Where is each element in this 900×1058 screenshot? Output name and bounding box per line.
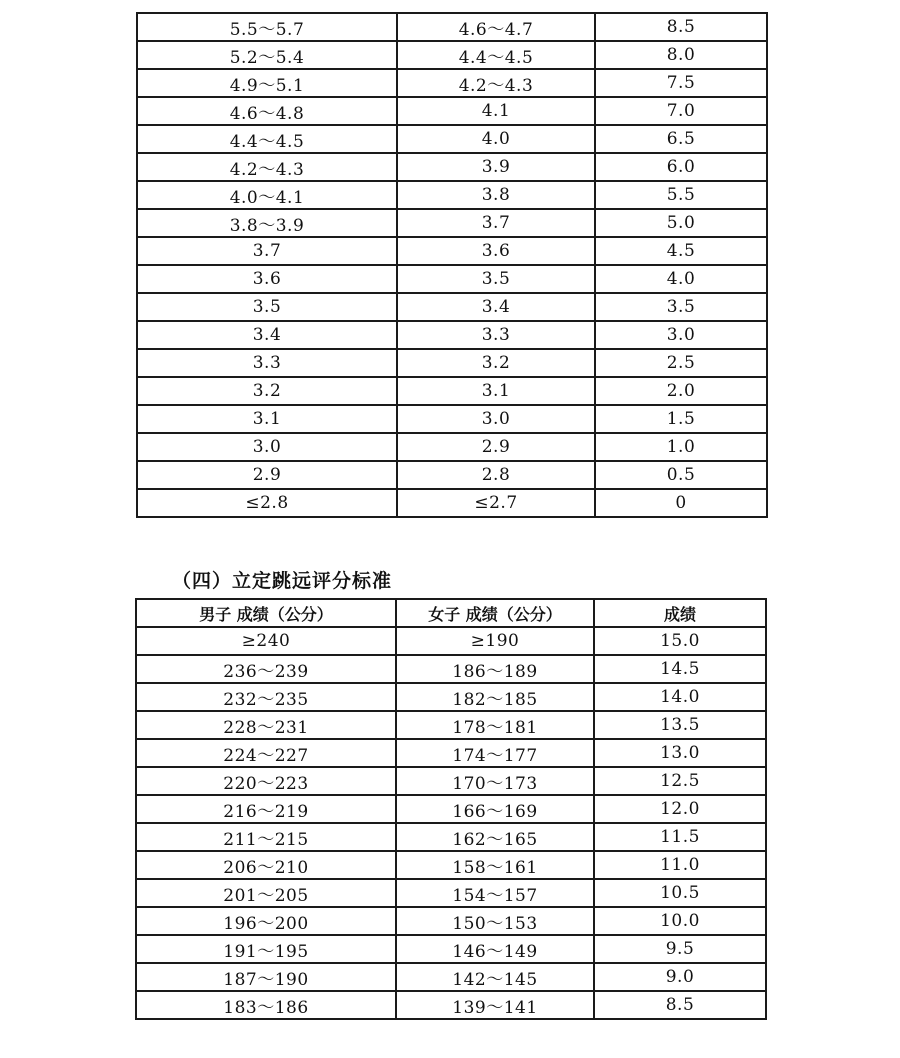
points-cell: 10.0 (594, 907, 766, 935)
table-row (137, 41, 767, 69)
table-row (136, 935, 766, 963)
female-score-cell: 174～177 (396, 739, 594, 767)
points-cell: 14.0 (594, 683, 766, 711)
female-score-cell: 3.9 (397, 153, 595, 181)
female-score-cell: 158～161 (396, 851, 594, 879)
male-score-cell: 187～190 (136, 963, 396, 991)
male-score-cell: 3.8～3.9 (137, 209, 397, 237)
table-row (137, 321, 767, 349)
male-score-cell: 4.2～4.3 (137, 153, 397, 181)
male-score-cell: 3.6 (137, 265, 397, 293)
female-score-cell: 154～157 (396, 879, 594, 907)
table-row (137, 69, 767, 97)
male-score-cell: 3.0 (137, 433, 397, 461)
female-score-cell: 142～145 (396, 963, 594, 991)
points-cell: 9.5 (594, 935, 766, 963)
female-score-cell: 4.1 (397, 97, 595, 125)
male-score-cell: 3.4 (137, 321, 397, 349)
points-cell: 3.0 (595, 321, 767, 349)
female-score-cell: ≤2.7 (397, 489, 595, 517)
female-score-cell: 139～141 (396, 991, 594, 1019)
points-cell: 0.5 (595, 461, 767, 489)
female-score-cell: 150～153 (396, 907, 594, 935)
scoring-table-continued (136, 12, 768, 518)
female-score-cell: 3.2 (397, 349, 595, 377)
male-score-cell: 3.2 (137, 377, 397, 405)
table-row (137, 13, 767, 41)
female-score-cell: 4.2～4.3 (397, 69, 595, 97)
female-score-cell: 146～149 (396, 935, 594, 963)
standing-long-jump-table (135, 598, 767, 1020)
male-score-cell: 4.9～5.1 (137, 69, 397, 97)
points-cell: 7.0 (595, 97, 767, 125)
table-row (136, 767, 766, 795)
male-score-cell: 224～227 (136, 739, 396, 767)
female-score-cell: 3.6 (397, 237, 595, 265)
female-score-cell: 2.8 (397, 461, 595, 489)
points-cell: 9.0 (594, 963, 766, 991)
points-cell: 2.5 (595, 349, 767, 377)
male-score-cell: 191～195 (136, 935, 396, 963)
header-points: 成绩 (594, 599, 766, 627)
points-cell: 4.5 (595, 237, 767, 265)
female-score-cell: 162～165 (396, 823, 594, 851)
male-score-cell: 4.6～4.8 (137, 97, 397, 125)
points-cell: 13.0 (594, 739, 766, 767)
table-row (137, 265, 767, 293)
table-row (137, 97, 767, 125)
section-heading: （四）立定跳远评分标准 (172, 570, 393, 592)
table-row (137, 237, 767, 265)
male-score-cell: 236～239 (136, 655, 396, 683)
points-cell: 5.5 (595, 181, 767, 209)
points-cell: 12.5 (594, 767, 766, 795)
male-score-cell: 5.5～5.7 (137, 13, 397, 41)
table-row (137, 489, 767, 517)
female-score-cell: ≥190 (396, 627, 594, 655)
male-score-cell: 206～210 (136, 851, 396, 879)
header-male-score: 男子 成绩（公分） (136, 599, 396, 627)
points-cell: 1.0 (595, 433, 767, 461)
female-score-cell: 186～189 (396, 655, 594, 683)
female-score-cell: 182～185 (396, 683, 594, 711)
female-score-cell: 3.1 (397, 377, 595, 405)
male-score-cell: 232～235 (136, 683, 396, 711)
female-score-cell: 3.7 (397, 209, 595, 237)
male-score-cell: 211～215 (136, 823, 396, 851)
table-row (137, 209, 767, 237)
male-score-cell: 3.7 (137, 237, 397, 265)
male-score-cell: 3.5 (137, 293, 397, 321)
table-row (137, 433, 767, 461)
male-score-cell: 183～186 (136, 991, 396, 1019)
male-score-cell: 196～200 (136, 907, 396, 935)
female-score-cell: 3.8 (397, 181, 595, 209)
male-score-cell: 228～231 (136, 711, 396, 739)
male-score-cell: 220～223 (136, 767, 396, 795)
header-female-score: 女子 成绩（公分） (396, 599, 594, 627)
header-row (136, 599, 766, 627)
table-row (136, 655, 766, 683)
female-score-cell: 178～181 (396, 711, 594, 739)
points-cell: 6.5 (595, 125, 767, 153)
points-cell: 4.0 (595, 265, 767, 293)
points-cell: 5.0 (595, 209, 767, 237)
male-score-cell: 216～219 (136, 795, 396, 823)
scoring-table-body (137, 13, 767, 517)
table-row (136, 879, 766, 907)
table-row (136, 795, 766, 823)
female-score-cell: 2.9 (397, 433, 595, 461)
points-cell: 0 (595, 489, 767, 517)
points-cell: 10.5 (594, 879, 766, 907)
table-row (137, 349, 767, 377)
female-score-cell: 3.3 (397, 321, 595, 349)
female-score-cell: 4.4～4.5 (397, 41, 595, 69)
table-row (137, 125, 767, 153)
points-cell: 8.5 (595, 13, 767, 41)
points-cell: 8.0 (595, 41, 767, 69)
male-score-cell: 201～205 (136, 879, 396, 907)
table-row (137, 377, 767, 405)
table-row (136, 627, 766, 655)
table-row (136, 683, 766, 711)
points-cell: 11.5 (594, 823, 766, 851)
table-row (136, 739, 766, 767)
table-row (137, 293, 767, 321)
points-cell: 6.0 (595, 153, 767, 181)
table-row (136, 907, 766, 935)
female-score-cell: 3.4 (397, 293, 595, 321)
table-row (137, 405, 767, 433)
female-score-cell: 166～169 (396, 795, 594, 823)
table-row (136, 851, 766, 879)
female-score-cell: 3.5 (397, 265, 595, 293)
points-cell: 2.0 (595, 377, 767, 405)
table-row (137, 181, 767, 209)
female-score-cell: 4.6～4.7 (397, 13, 595, 41)
table-row (136, 963, 766, 991)
points-cell: 11.0 (594, 851, 766, 879)
table-row (136, 711, 766, 739)
male-score-cell: 4.0～4.1 (137, 181, 397, 209)
table-row (137, 461, 767, 489)
male-score-cell: 2.9 (137, 461, 397, 489)
male-score-cell: ≥240 (136, 627, 396, 655)
points-cell: 15.0 (594, 627, 766, 655)
points-cell: 12.0 (594, 795, 766, 823)
points-cell: 8.5 (594, 991, 766, 1019)
female-score-cell: 170～173 (396, 767, 594, 795)
points-cell: 3.5 (595, 293, 767, 321)
male-score-cell: 3.3 (137, 349, 397, 377)
table-row (137, 153, 767, 181)
long-jump-table-body (136, 627, 766, 1019)
points-cell: 1.5 (595, 405, 767, 433)
points-cell: 7.5 (595, 69, 767, 97)
points-cell: 14.5 (594, 655, 766, 683)
male-score-cell: 5.2～5.4 (137, 41, 397, 69)
male-score-cell: 4.4～4.5 (137, 125, 397, 153)
table-header (136, 599, 766, 627)
male-score-cell: 3.1 (137, 405, 397, 433)
points-cell: 13.5 (594, 711, 766, 739)
female-score-cell: 3.0 (397, 405, 595, 433)
table-row (136, 823, 766, 851)
table-row (136, 991, 766, 1019)
male-score-cell: ≤2.8 (137, 489, 397, 517)
female-score-cell: 4.0 (397, 125, 595, 153)
